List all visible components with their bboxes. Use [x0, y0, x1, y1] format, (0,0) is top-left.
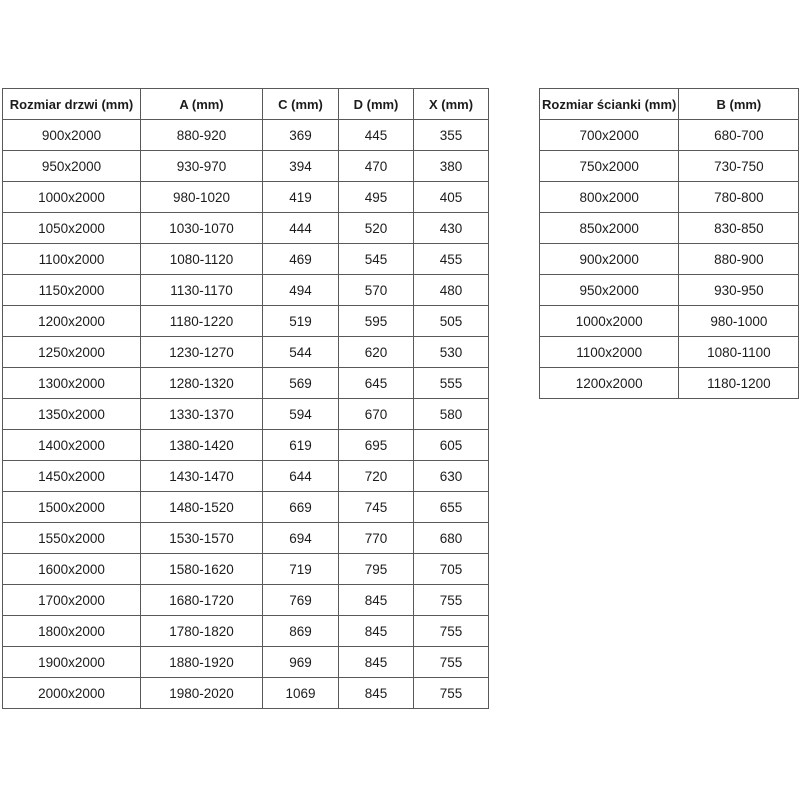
- cell: 2000x2000: [3, 678, 141, 709]
- cell: 950x2000: [3, 151, 141, 182]
- cell: 594: [263, 399, 339, 430]
- table-row: [540, 120, 799, 151]
- cell: 605: [414, 430, 489, 461]
- column-header: Rozmiar ścianki (mm): [540, 89, 679, 120]
- cell: 619: [263, 430, 339, 461]
- cell: 950x2000: [540, 275, 679, 306]
- table-row: [3, 213, 489, 244]
- cell: 545: [339, 244, 414, 275]
- cell: 1300x2000: [3, 368, 141, 399]
- cell: 1330-1370: [141, 399, 263, 430]
- table-row: [3, 678, 489, 709]
- table-row: [540, 182, 799, 213]
- cell: 695: [339, 430, 414, 461]
- cell: 1900x2000: [3, 647, 141, 678]
- cell: 1550x2000: [3, 523, 141, 554]
- header-row: [540, 89, 799, 120]
- cell: 830-850: [679, 213, 799, 244]
- cell: 570: [339, 275, 414, 306]
- cell: 1080-1120: [141, 244, 263, 275]
- cell: 1400x2000: [3, 430, 141, 461]
- table-row: [3, 554, 489, 585]
- cell: 569: [263, 368, 339, 399]
- cell: 480: [414, 275, 489, 306]
- wall-panel-sizes-table: [539, 88, 799, 399]
- table-row: [540, 275, 799, 306]
- cell: 444: [263, 213, 339, 244]
- table-row: [3, 647, 489, 678]
- cell: 544: [263, 337, 339, 368]
- cell: 1080-1100: [679, 337, 799, 368]
- cell: 470: [339, 151, 414, 182]
- cell: 1100x2000: [3, 244, 141, 275]
- cell: 800x2000: [540, 182, 679, 213]
- cell: 1069: [263, 678, 339, 709]
- cell: 1680-1720: [141, 585, 263, 616]
- cell: 845: [339, 678, 414, 709]
- table-row: [3, 368, 489, 399]
- cell: 780-800: [679, 182, 799, 213]
- door-sizes-table: [2, 88, 489, 709]
- cell: 755: [414, 678, 489, 709]
- cell: 680-700: [679, 120, 799, 151]
- cell: 705: [414, 554, 489, 585]
- cell: 1200x2000: [540, 368, 679, 399]
- cell: 1800x2000: [3, 616, 141, 647]
- cell: 795: [339, 554, 414, 585]
- cell: 1100x2000: [540, 337, 679, 368]
- cell: 620: [339, 337, 414, 368]
- cell: 1180-1200: [679, 368, 799, 399]
- cell: 369: [263, 120, 339, 151]
- table-row: [540, 306, 799, 337]
- cell: 469: [263, 244, 339, 275]
- cell: 405: [414, 182, 489, 213]
- column-header: C (mm): [263, 89, 339, 120]
- cell: 845: [339, 616, 414, 647]
- table-row: [3, 275, 489, 306]
- cell: 1030-1070: [141, 213, 263, 244]
- cell: 980-1000: [679, 306, 799, 337]
- cell: 1200x2000: [3, 306, 141, 337]
- cell: 1250x2000: [3, 337, 141, 368]
- cell: 445: [339, 120, 414, 151]
- cell: 1450x2000: [3, 461, 141, 492]
- cell: 455: [414, 244, 489, 275]
- cell: 1350x2000: [3, 399, 141, 430]
- cell: 880-900: [679, 244, 799, 275]
- cell: 880-920: [141, 120, 263, 151]
- cell: 694: [263, 523, 339, 554]
- cell: 670: [339, 399, 414, 430]
- cell: 720: [339, 461, 414, 492]
- cell: 1230-1270: [141, 337, 263, 368]
- cell: 630: [414, 461, 489, 492]
- cell: 700x2000: [540, 120, 679, 151]
- table-row: [3, 244, 489, 275]
- cell: 530: [414, 337, 489, 368]
- cell: 769: [263, 585, 339, 616]
- cell: 644: [263, 461, 339, 492]
- table-row: [540, 213, 799, 244]
- cell: 1880-1920: [141, 647, 263, 678]
- cell: 755: [414, 647, 489, 678]
- cell: 1500x2000: [3, 492, 141, 523]
- column-header: A (mm): [141, 89, 263, 120]
- column-header: B (mm): [679, 89, 799, 120]
- table-row: [3, 430, 489, 461]
- table-row: [3, 306, 489, 337]
- cell: 1480-1520: [141, 492, 263, 523]
- cell: 1000x2000: [540, 306, 679, 337]
- header-row: [3, 89, 489, 120]
- cell: 750x2000: [540, 151, 679, 182]
- cell: 680: [414, 523, 489, 554]
- cell: 580: [414, 399, 489, 430]
- cell: 930-970: [141, 151, 263, 182]
- cell: 1780-1820: [141, 616, 263, 647]
- cell: 869: [263, 616, 339, 647]
- table-row: [3, 399, 489, 430]
- cell: 969: [263, 647, 339, 678]
- cell: 555: [414, 368, 489, 399]
- cell: 900x2000: [3, 120, 141, 151]
- wall-panel-sizes-table-container: [539, 88, 799, 399]
- cell: 719: [263, 554, 339, 585]
- cell: 1530-1570: [141, 523, 263, 554]
- table-row: [540, 337, 799, 368]
- cell: 770: [339, 523, 414, 554]
- table-row: [540, 244, 799, 275]
- cell: 1130-1170: [141, 275, 263, 306]
- table-row: [3, 616, 489, 647]
- cell: 645: [339, 368, 414, 399]
- cell: 495: [339, 182, 414, 213]
- cell: 519: [263, 306, 339, 337]
- cell: 1150x2000: [3, 275, 141, 306]
- cell: 1280-1320: [141, 368, 263, 399]
- cell: 745: [339, 492, 414, 523]
- cell: 1980-2020: [141, 678, 263, 709]
- cell: 1580-1620: [141, 554, 263, 585]
- table-row: [3, 585, 489, 616]
- cell: 430: [414, 213, 489, 244]
- table-row: [3, 337, 489, 368]
- table-row: [3, 151, 489, 182]
- table-row: [3, 120, 489, 151]
- door-sizes-table-container: [2, 88, 489, 709]
- cell: 850x2000: [540, 213, 679, 244]
- cell: 595: [339, 306, 414, 337]
- cell: 520: [339, 213, 414, 244]
- cell: 1180-1220: [141, 306, 263, 337]
- column-header: X (mm): [414, 89, 489, 120]
- cell: 980-1020: [141, 182, 263, 213]
- cell: 655: [414, 492, 489, 523]
- cell: 755: [414, 616, 489, 647]
- table-row: [3, 523, 489, 554]
- cell: 505: [414, 306, 489, 337]
- table-row: [3, 492, 489, 523]
- cell: 845: [339, 585, 414, 616]
- table-row: [540, 368, 799, 399]
- column-header: Rozmiar drzwi (mm): [3, 89, 141, 120]
- cell: 930-950: [679, 275, 799, 306]
- cell: 494: [263, 275, 339, 306]
- cell: 1430-1470: [141, 461, 263, 492]
- cell: 845: [339, 647, 414, 678]
- cell: 900x2000: [540, 244, 679, 275]
- cell: 419: [263, 182, 339, 213]
- table-row: [3, 461, 489, 492]
- cell: 730-750: [679, 151, 799, 182]
- cell: 1050x2000: [3, 213, 141, 244]
- cell: 1700x2000: [3, 585, 141, 616]
- cell: 1000x2000: [3, 182, 141, 213]
- table-row: [540, 151, 799, 182]
- cell: 669: [263, 492, 339, 523]
- cell: 380: [414, 151, 489, 182]
- cell: 355: [414, 120, 489, 151]
- cell: 394: [263, 151, 339, 182]
- cell: 1380-1420: [141, 430, 263, 461]
- table-row: [3, 182, 489, 213]
- column-header: D (mm): [339, 89, 414, 120]
- cell: 755: [414, 585, 489, 616]
- cell: 1600x2000: [3, 554, 141, 585]
